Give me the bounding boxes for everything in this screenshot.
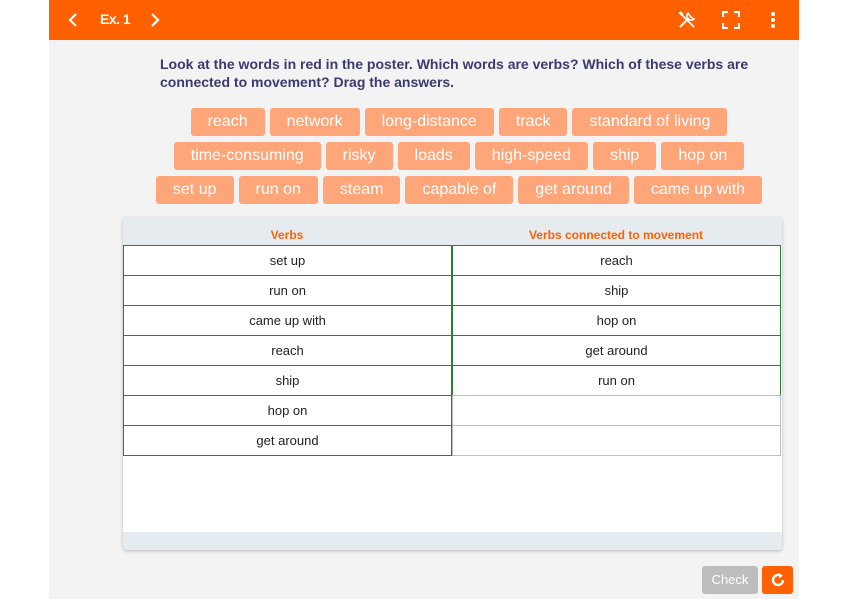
drop-cell[interactable]: run on bbox=[452, 365, 781, 396]
verbs-column bbox=[123, 245, 452, 456]
word-chip[interactable]: set up bbox=[156, 176, 234, 204]
drop-cell[interactable]: get around bbox=[123, 425, 452, 456]
movement-column bbox=[452, 245, 781, 456]
drop-cell[interactable]: hop on bbox=[123, 395, 452, 426]
drop-cell[interactable]: ship bbox=[452, 275, 781, 306]
chevron-left-icon[interactable] bbox=[63, 10, 83, 30]
word-chip[interactable]: high-speed bbox=[475, 142, 588, 170]
tools-icon[interactable] bbox=[676, 9, 698, 31]
word-chip[interactable]: ship bbox=[593, 142, 656, 170]
exercise-title: Ex. 1 bbox=[100, 11, 131, 27]
word-chip[interactable]: loads bbox=[398, 142, 470, 170]
word-chip[interactable]: capable of bbox=[405, 176, 513, 204]
chevron-right-icon[interactable] bbox=[145, 10, 165, 30]
word-chip[interactable]: long-distance bbox=[365, 108, 494, 136]
word-bank-row bbox=[139, 176, 779, 204]
drop-cell[interactable]: set up bbox=[123, 245, 452, 276]
word-chip[interactable]: get around bbox=[518, 176, 629, 204]
answer-table bbox=[123, 217, 782, 550]
empty-drop-cell[interactable] bbox=[452, 395, 781, 426]
word-chip[interactable]: standard of living bbox=[572, 108, 727, 136]
word-chip[interactable]: reach bbox=[191, 108, 265, 136]
more-vertical-icon[interactable] bbox=[762, 9, 784, 31]
empty-drop-cell[interactable] bbox=[452, 425, 781, 456]
word-chip[interactable]: steam bbox=[323, 176, 401, 204]
column-header-movement: Verbs connected to movement bbox=[528, 228, 704, 242]
drop-cell[interactable]: reach bbox=[123, 335, 452, 366]
top-bar bbox=[49, 0, 799, 40]
check-button[interactable]: Check bbox=[702, 566, 758, 594]
drop-cell[interactable]: run on bbox=[123, 275, 452, 306]
column-header-verbs: Verbs bbox=[270, 228, 304, 242]
table-footer bbox=[123, 532, 782, 550]
table-header bbox=[123, 217, 782, 245]
drop-cell[interactable]: ship bbox=[123, 365, 452, 396]
word-chip[interactable]: network bbox=[270, 108, 360, 136]
reset-icon bbox=[770, 572, 786, 588]
drop-cell[interactable]: came up with bbox=[123, 305, 452, 336]
reset-button[interactable] bbox=[762, 566, 793, 594]
word-bank-row bbox=[139, 108, 779, 136]
word-chip[interactable]: risky bbox=[326, 142, 393, 170]
drop-cell[interactable]: reach bbox=[452, 245, 781, 276]
drop-cell[interactable]: hop on bbox=[452, 305, 781, 336]
instructions-text: Look at the words in red in the poster. Which words are verbs? Which of these verbs are connected to movement? Drag the answers. bbox=[160, 56, 749, 90]
word-chip[interactable]: time-consuming bbox=[174, 142, 321, 170]
word-bank bbox=[139, 108, 779, 210]
exercise-app bbox=[49, 0, 799, 599]
word-bank-row bbox=[139, 142, 779, 170]
word-chip[interactable]: hop on bbox=[661, 142, 744, 170]
fullscreen-icon[interactable] bbox=[720, 9, 742, 31]
word-chip[interactable]: came up with bbox=[634, 176, 762, 204]
word-chip[interactable]: run on bbox=[239, 176, 318, 204]
drop-cell[interactable]: get around bbox=[452, 335, 781, 366]
word-chip[interactable]: track bbox=[499, 108, 568, 136]
